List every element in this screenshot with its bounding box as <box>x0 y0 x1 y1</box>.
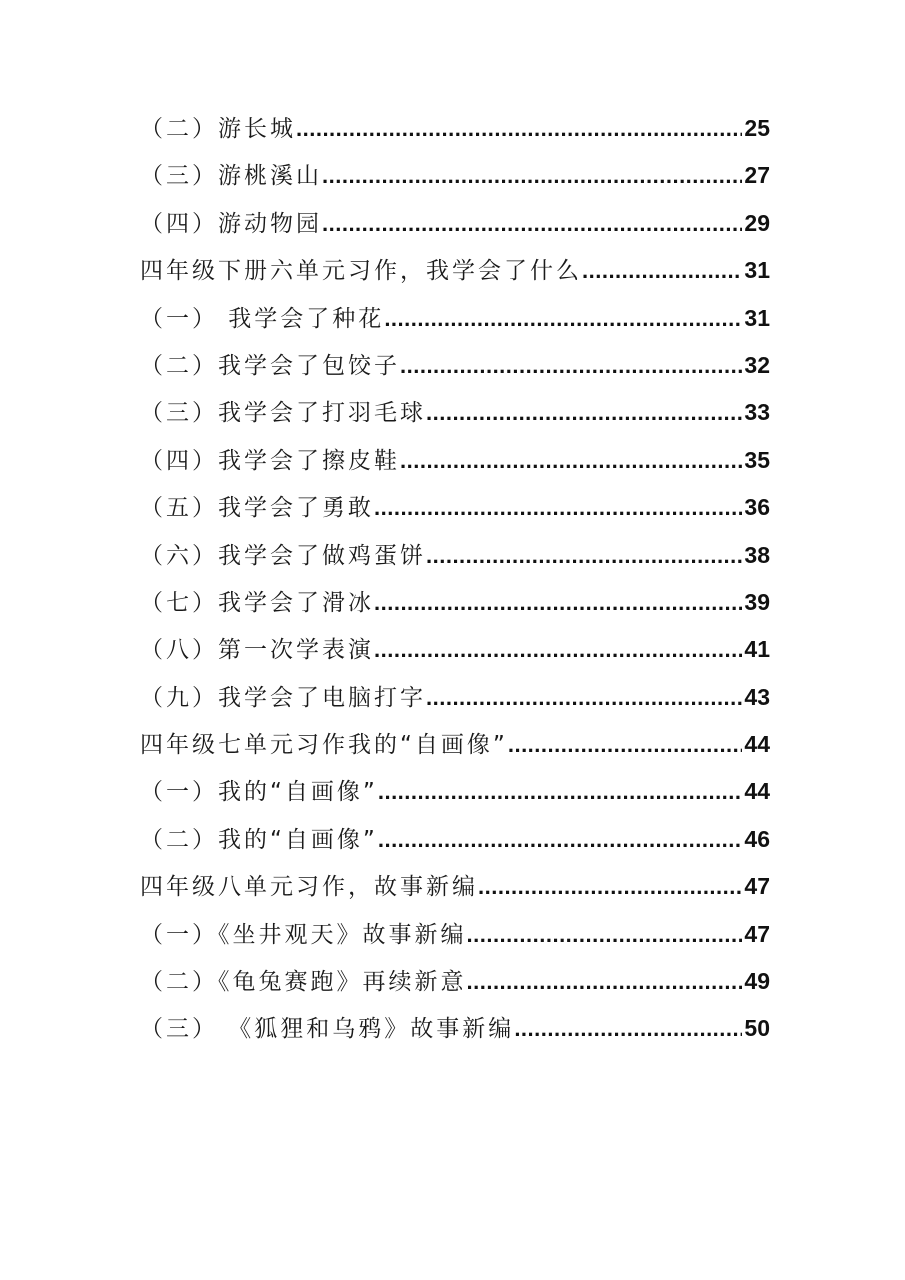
toc-entry-title: （三） 《狐狸和乌鸦》故事新编 <box>140 1016 515 1043</box>
toc-leader-dots <box>400 353 742 379</box>
toc-entry[interactable] <box>140 868 770 915</box>
toc-leader-dots <box>374 590 742 616</box>
toc-entry-page: 39 <box>744 588 770 615</box>
toc-entry-page: 47 <box>744 873 770 900</box>
toc-entry-title: （四）游动物园 <box>140 210 322 237</box>
toc-leader-dots <box>582 258 742 284</box>
toc-entry-page: 46 <box>744 825 770 852</box>
toc-entry[interactable] <box>140 110 770 157</box>
table-of-contents <box>140 110 770 1058</box>
toc-entry-title: （三）我学会了打羽毛球 <box>140 400 426 427</box>
toc-entry-title: （四）我学会了擦皮鞋 <box>140 447 400 474</box>
toc-entry-title: 四年级下册六单元习作，我学会了什么 <box>140 258 582 285</box>
toc-entry[interactable] <box>140 1010 770 1057</box>
toc-leader-dots <box>378 827 743 853</box>
toc-entry[interactable] <box>140 347 770 394</box>
toc-entry-title: （八）第一次学表演 <box>140 637 374 664</box>
toc-leader-dots <box>322 163 742 189</box>
toc-entry-page: 25 <box>744 115 770 141</box>
toc-entry[interactable] <box>140 963 770 1010</box>
toc-entry-title: （七）我学会了滑冰 <box>140 589 374 616</box>
toc-leader-dots <box>467 969 743 995</box>
toc-entry-page: 32 <box>744 351 770 378</box>
toc-entry-page: 38 <box>744 541 770 568</box>
toc-entry[interactable] <box>140 631 770 678</box>
toc-leader-dots <box>508 732 743 758</box>
toc-leader-dots <box>426 400 742 426</box>
toc-entry-title: （九）我学会了电脑打字 <box>140 684 426 711</box>
toc-leader-dots <box>322 211 742 237</box>
toc-leader-dots <box>467 922 743 948</box>
toc-entry-page: 43 <box>744 683 770 710</box>
toc-entry-title: （一）《坐井观天》故事新编 <box>140 921 467 948</box>
toc-entry-page: 49 <box>744 968 770 995</box>
toc-leader-dots <box>426 685 742 711</box>
toc-entry-page: 29 <box>744 209 770 236</box>
toc-entry[interactable] <box>140 916 770 963</box>
toc-entry-title: （二）我的“自画像” <box>140 826 378 853</box>
toc-entry[interactable] <box>140 679 770 726</box>
toc-entry[interactable] <box>140 821 770 868</box>
toc-entry-page: 27 <box>744 162 770 189</box>
toc-entry[interactable] <box>140 726 770 773</box>
toc-entry-title: （三）游桃溪山 <box>140 163 322 190</box>
toc-leader-dots <box>384 306 742 332</box>
toc-entry-page: 41 <box>744 636 770 663</box>
toc-entry-page: 47 <box>744 920 770 947</box>
toc-entry-title: （二）游长城 <box>140 116 296 142</box>
toc-entry-title: （一） 我学会了种花 <box>140 305 385 332</box>
toc-leader-dots <box>374 637 742 663</box>
toc-entry-page: 35 <box>744 446 770 473</box>
toc-leader-dots <box>478 874 742 900</box>
toc-entry[interactable] <box>140 584 770 631</box>
toc-leader-dots <box>378 779 743 805</box>
toc-entry[interactable] <box>140 773 770 820</box>
toc-leader-dots <box>374 495 742 521</box>
toc-entry[interactable] <box>140 394 770 441</box>
toc-entry[interactable] <box>140 157 770 204</box>
toc-leader-dots <box>514 1016 742 1042</box>
toc-entry[interactable] <box>140 205 770 252</box>
toc-leader-dots <box>400 448 742 474</box>
toc-entry-title: 四年级七单元习作我的“自画像” <box>140 732 508 759</box>
toc-entry-title: （一）我的“自画像” <box>140 779 378 806</box>
toc-entry-page: 31 <box>744 304 770 331</box>
toc-entry-page: 36 <box>744 494 770 521</box>
toc-entry-title: （五）我学会了勇敢 <box>140 495 374 522</box>
toc-entry-page: 44 <box>744 731 770 758</box>
toc-entry-page: 31 <box>744 257 770 284</box>
toc-leader-dots <box>296 116 742 142</box>
toc-entry-title: （二）我学会了包饺子 <box>140 352 400 379</box>
toc-entry[interactable] <box>140 537 770 584</box>
toc-entry-page: 44 <box>744 778 770 805</box>
toc-entry[interactable] <box>140 442 770 489</box>
toc-leader-dots <box>426 543 742 569</box>
toc-entry-page: 50 <box>744 1015 770 1042</box>
toc-entry-title: 四年级八单元习作，故事新编 <box>140 874 478 901</box>
toc-entry-page: 33 <box>744 399 770 426</box>
toc-entry-title: （二）《龟兔赛跑》再续新意 <box>140 969 467 996</box>
toc-entry[interactable] <box>140 489 770 536</box>
toc-entry[interactable] <box>140 252 770 299</box>
toc-entry[interactable] <box>140 300 770 347</box>
toc-entry-title: （六）我学会了做鸡蛋饼 <box>140 542 426 569</box>
